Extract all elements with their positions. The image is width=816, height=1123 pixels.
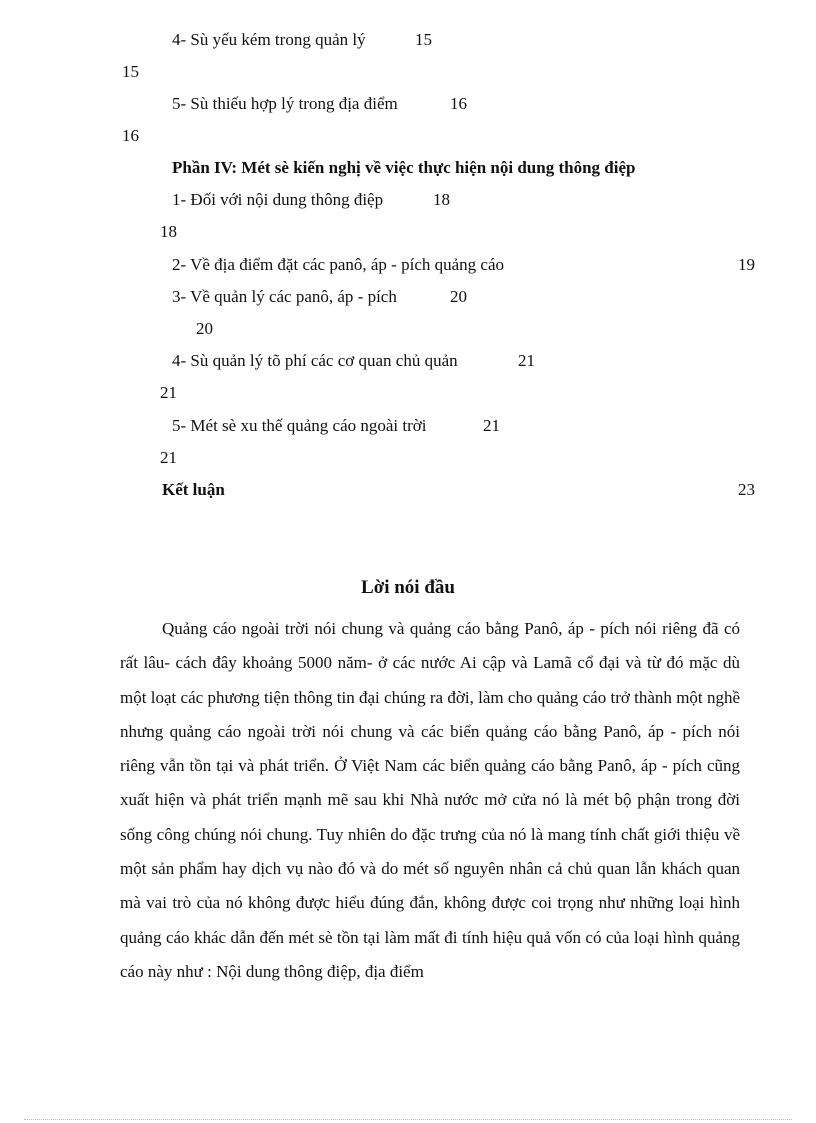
toc-item-page: 21 <box>483 416 500 435</box>
toc-item-text: 1- Đối với nội dung thông điệp <box>172 190 384 209</box>
toc-item-page-wrap: 18 <box>160 222 177 241</box>
toc-item-page-wrap: 20 <box>196 319 213 338</box>
toc-item-3-4 <box>172 30 432 50</box>
toc-conclusion: Kết luận <box>162 480 225 499</box>
toc-item-page: 19 <box>738 255 755 274</box>
section-paragraph: Quảng cáo ngoài trời nói chung và quảng cáo bằng Panô, áp - pích nói riêng đã có rất lâu- cách đây khoảng 5000 năm- ở các nước Ai cập và Lamã cổ đại và từ đó mặc dù một loạt các phương tiện thông tin đại chúng ra đời, làm cho quảng cáo trở thành một nghề nhưng quảng cáo ngoài trời nói chung và các biển quảng cáo bằng Panô, áp - pích nói riêng vẫn tồn tại và phát triển. Ở Việt Nam các biển quảng cáo bằng Panô, áp - pích cũng xuất hiện và phát triển mạnh mẽ sau khi Nhà nước mở cửa nó là mét bộ phận trong đời sống công chúng nói chung. Tuy nhiên do đặc trưng của nó là mang tính chất giới thiệu về một sản phẩm hay dịch vụ nào đó và do mét số nguyên nhân cả chủ quan lẫn khách quan mà vai trò của nó không được hiểu đúng đắn, không được coi trọng như những loại hình quảng cáo khác dẫn đến mét sè tồn tại làm mất đi tính hiệu quả vốn có của loại hình quảng cáo này như : Nội dung thông điệp, địa điểm <box>120 619 740 981</box>
toc-item-4-4 <box>172 351 535 371</box>
section-title: Lời nói đầu <box>361 577 455 598</box>
toc-item-text: 4- Sù yếu kém trong quản lý <box>172 30 366 49</box>
toc-item-text: 5- Mét sè xu thế quảng cáo ngoài trời <box>172 416 427 435</box>
toc-item-text: 5- Sù thiếu hợp lý trong địa điểm <box>172 94 398 113</box>
toc-item-page: 18 <box>433 190 450 209</box>
toc-item-page: 23 <box>738 480 755 499</box>
toc-item-page-wrap: 15 <box>122 62 139 81</box>
toc-item-page: 16 <box>450 94 467 113</box>
toc-item-page: 15 <box>415 30 432 49</box>
toc-item-text: 2- Về địa điểm đặt các panô, áp - pích quảng cáo <box>172 255 504 274</box>
toc-item-page-wrap: 16 <box>122 126 139 145</box>
toc-item-3-5 <box>172 94 467 114</box>
toc-item-4-2 <box>172 255 504 275</box>
toc-part-4-heading: Phần IV: Mét sè kiến nghị về việc thực hiện nội dung thông điệp <box>172 158 636 177</box>
page-bottom-divider <box>24 1119 792 1120</box>
toc-item-4-3 <box>172 287 467 307</box>
toc-item-page-wrap: 21 <box>160 383 177 402</box>
toc-item-page: 21 <box>518 351 535 370</box>
toc-item-page-wrap: 21 <box>160 448 177 467</box>
toc-item-4-1 <box>172 190 450 210</box>
toc-item-text: 3- Về quản lý các panô, áp - pích <box>172 287 397 306</box>
toc-item-text: 4- Sù quản lý tõ phí các cơ quan chủ quản <box>172 351 458 370</box>
toc-item-4-5 <box>172 416 500 436</box>
toc-item-page: 20 <box>450 287 467 306</box>
